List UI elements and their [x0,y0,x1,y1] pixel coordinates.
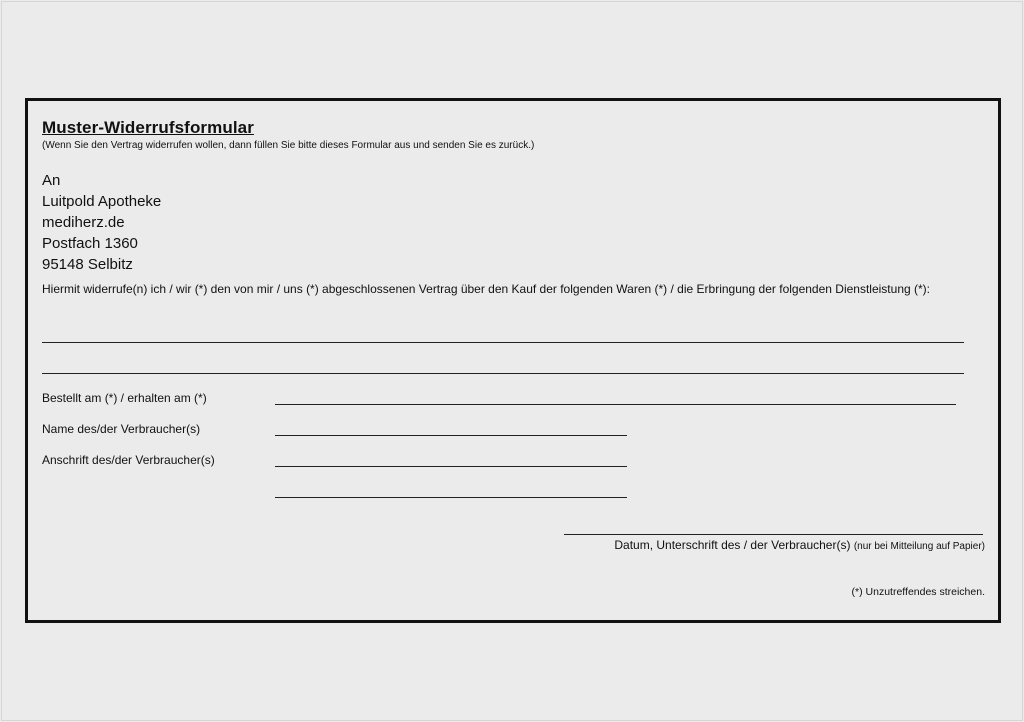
signature-note: (nur bei Mitteilung auf Papier) [853,541,985,552]
address-city: 95148 Selbitz [42,256,133,273]
withdrawal-form [25,98,1001,623]
consumer-address-line-1[interactable] [275,466,627,467]
signature-caption [614,538,985,552]
address-company: Luitpold Apotheke [42,193,162,210]
consumer-name-label: Name des/der Verbraucher(s) [42,422,201,436]
goods-line-1[interactable] [42,342,964,343]
address-postbox: Postfach 1360 [42,235,138,252]
address-website: mediherz.de [42,214,125,231]
signature-line[interactable] [564,534,983,535]
address-salutation: An [42,172,61,189]
consumer-name-line[interactable] [275,435,627,436]
ordered-received-label: Bestellt am (*) / erhalten am (*) [42,391,207,405]
withdrawal-statement: Hiermit widerrufe(n) ich / wir (*) den von mir / uns (*) abgeschlossenen Vertrag über den Kauf der folgenden Waren (*) / die Erbringung der folgenden Dienstleistung (*): [42,282,930,296]
footnote: (*) Unzutreffendes streichen. [851,586,985,598]
form-title: Muster-Widerrufsformular [42,118,254,137]
form-subtitle: (Wenn Sie den Vertrag widerrufen wollen, dann füllen Sie bitte dieses Formular aus und senden Sie es zurück.) [42,140,535,151]
ordered-received-line[interactable] [275,404,956,405]
consumer-address-label: Anschrift des/der Verbraucher(s) [42,453,215,467]
signature-caption-text: Datum, Unterschrift des / der Verbraucher(s) [614,538,851,552]
consumer-address-line-2[interactable] [275,497,627,498]
recipient-address [42,170,161,275]
goods-line-2[interactable] [42,373,964,374]
